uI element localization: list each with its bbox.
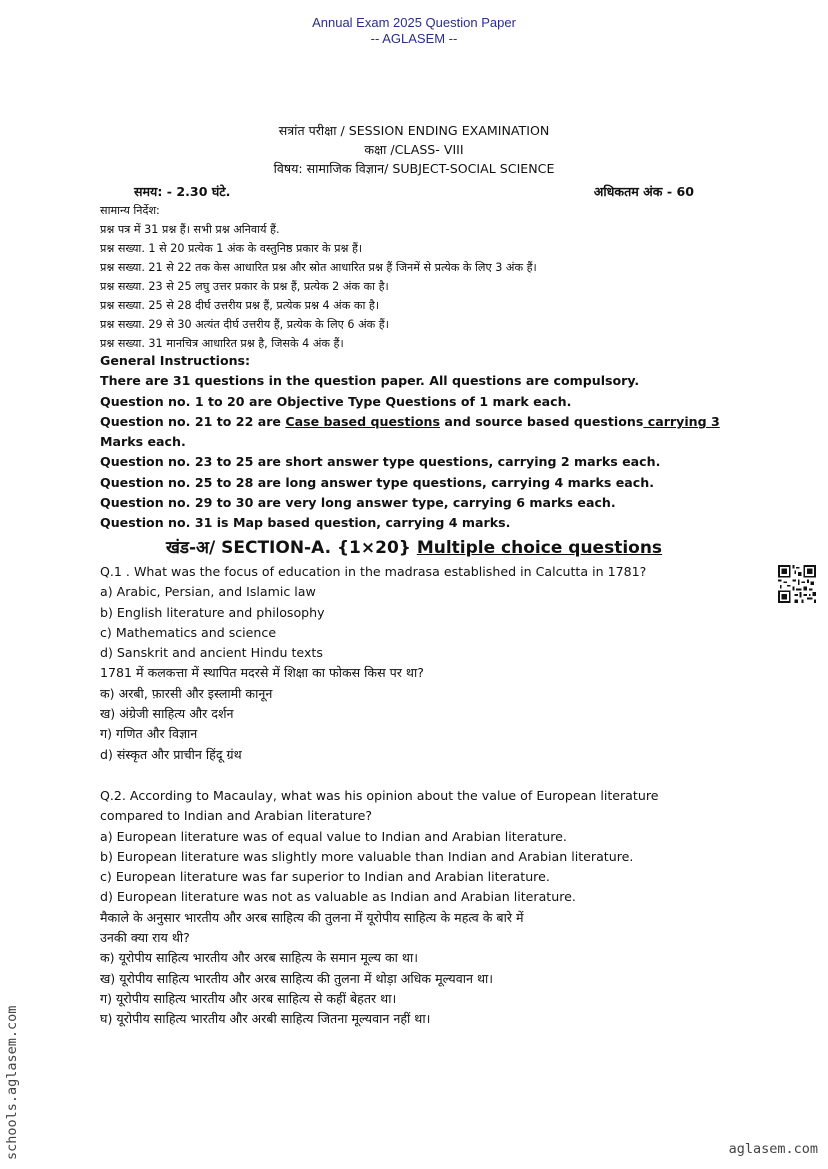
english-instruction-item	[100, 412, 720, 432]
class-label: कक्षा /CLASS- VIII	[364, 142, 464, 157]
question-1	[100, 562, 720, 765]
hindi-instruction-item: प्रश्न सख्या. 1 से 20 प्रत्येक 1 अंक के वस्तुनिष्ठ प्रकार के प्रश्न हैं।	[100, 242, 363, 255]
option-hindi: क) अरबी, फ़ारसी और इस्लामी कानून	[100, 685, 273, 701]
option-hindi: ग) यूरोपीय साहित्य भारतीय और अरब साहित्य से कहीं बेहतर था।	[100, 990, 397, 1006]
hindi-instruction-item: प्रश्न सख्या. 29 से 30 अत्यंत दीर्घ उत्तरीय हैं, प्रत्येक के लिए 6 अंक हैं।	[100, 318, 389, 331]
option-hindi: ग) गणित और विज्ञान	[100, 726, 198, 742]
english-instructions	[100, 351, 720, 534]
option: a) European literature was of equal value to Indian and Arabian literature.	[100, 828, 567, 844]
section-title-text: खंड-अ/ SECTION-A. {1×20}	[165, 538, 417, 558]
question-text-hindi: मैकाले के अनुसार भारतीय और अरब साहित्य की तुलना में यूरोपीय साहित्य के महत्व के बारे में	[100, 909, 524, 925]
english-instruction-item: Question no. 31 is Map based question, carrying 4 marks.	[100, 515, 511, 531]
english-instruction-item: Marks each.	[100, 434, 186, 450]
english-instruction-item: There are 31 questions in the question paper. All questions are compulsory.	[100, 373, 640, 389]
instruction-text: carrying 3	[643, 413, 720, 429]
question-text-hindi: उनकी क्या राय थी?	[100, 930, 190, 946]
option: d) Sanskrit and ancient Hindu texts	[100, 645, 323, 661]
page-header	[0, 15, 828, 47]
hindi-instruction-item: प्रश्न सख्या. 25 से 28 दीर्घ उत्तरीय प्रश्न हैं, प्रत्येक प्रश्न 4 अंक का है।	[100, 299, 380, 312]
question-text-hindi: 1781 में कलकत्ता में स्थापित मदरसे में शिक्षा का फोकस किस पर था?	[100, 665, 424, 681]
option: c) European literature was far superior to Indian and Arabian literature.	[100, 869, 550, 885]
question-2	[100, 786, 720, 1030]
question-text: Q.2. According to Macaulay, what was his opinion about the value of European literature	[100, 788, 659, 803]
option-hindi: ख) अंग्रेजी साहित्य और दर्शन	[100, 706, 234, 722]
question-text: Q.1 . What was the focus of education in the madrasa established in Calcutta in 1781?	[100, 564, 647, 579]
english-instruction-item: Question no. 23 to 25 are short answer type questions, carrying 2 marks each.	[100, 454, 661, 470]
header-title: Annual Exam 2025 Question Paper	[312, 15, 516, 30]
time-marks-row	[134, 182, 694, 201]
exam-title: सत्रांत परीक्षा / SESSION ENDING EXAMINATION	[278, 123, 550, 138]
section-a-title	[0, 536, 828, 560]
hindi-instructions	[100, 201, 720, 353]
option: b) English literature and philosophy	[100, 604, 325, 620]
option-hindi: d) संस्कृत और प्राचीन हिंदू ग्रंथ	[100, 746, 242, 762]
option: c) Mathematics and science	[100, 624, 277, 640]
hindi-instruction-item: प्रश्न सख्या. 31 मानचित्र आधारित प्रश्न है, जिसके 4 अंक हैं।	[100, 337, 344, 350]
case-based-link: Case based questions	[285, 413, 440, 429]
subject-label: विषय: सामाजिक विज्ञान/ SUBJECT-SOCIAL SCIENCE	[273, 161, 555, 176]
hindi-instruction-item: प्रश्न पत्र में 31 प्रश्न हैं। सभी प्रश्न अनिवार्य हैं.	[100, 223, 280, 236]
instruction-text: and source based questions	[439, 413, 644, 429]
footer-watermark: aglasem.com	[728, 1141, 818, 1157]
option: a) Arabic, Persian, and Islamic law	[100, 584, 316, 600]
english-instruction-item: Question no. 25 to 28 are long answer type questions, carrying 4 marks each.	[100, 474, 654, 490]
english-instructions-heading: General Instructions:	[100, 353, 251, 368]
option-hindi: घ) यूरोपीय साहित्य भारतीय और अरबी साहित्य जितना मूल्यवान नहीं था।	[100, 1011, 431, 1027]
option-hindi: क) यूरोपीय साहित्य भारतीय और अरब साहित्य के समान मूल्य का था।	[100, 950, 419, 966]
option: b) European literature was slightly more valuable than Indian and Arabian literature.	[100, 848, 634, 864]
english-instruction-item: Question no. 1 to 20 are Objective Type Questions of 1 mark each.	[100, 393, 572, 409]
hindi-instruction-item: प्रश्न सख्या. 23 से 25 लघु उत्तर प्रकार के प्रश्न हैं, प्रत्येक 2 अंक का है।	[100, 280, 389, 293]
paper-heading	[0, 121, 828, 178]
qr-code-icon[interactable]	[778, 565, 816, 603]
option: d) European literature was not as valuable as Indian and Arabian literature.	[100, 889, 576, 905]
english-instruction-item: Question no. 29 to 30 are very long answer type, carrying 6 marks each.	[100, 495, 616, 511]
question-text: compared to Indian and Arabian literature?	[100, 808, 373, 824]
option-hindi: ख) यूरोपीय साहित्य भारतीय और अरब साहित्य की तुलना में थोड़ा अधिक मूल्यवान था।	[100, 970, 494, 986]
section-title-underlined: Multiple choice questions	[416, 538, 663, 558]
header-brand: -- AGLASEM --	[370, 31, 458, 46]
instruction-text: Question no. 21 to 22 are	[100, 413, 286, 429]
time-label: समय: - 2.30 घंटे.	[134, 184, 231, 199]
side-watermark: schools.aglasem.com	[4, 1005, 20, 1160]
max-marks-label: अधिकतम अंक - 60	[593, 184, 694, 199]
hindi-instruction-item: प्रश्न सख्या. 21 से 22 तक केस आधारित प्रश्न और स्रोत आधारित प्रश्न हैं जिनमें से प्रत्येक के लिए 3 अंक हैं।	[100, 261, 537, 274]
hindi-instructions-heading: सामान्य निर्देश:	[100, 204, 160, 217]
